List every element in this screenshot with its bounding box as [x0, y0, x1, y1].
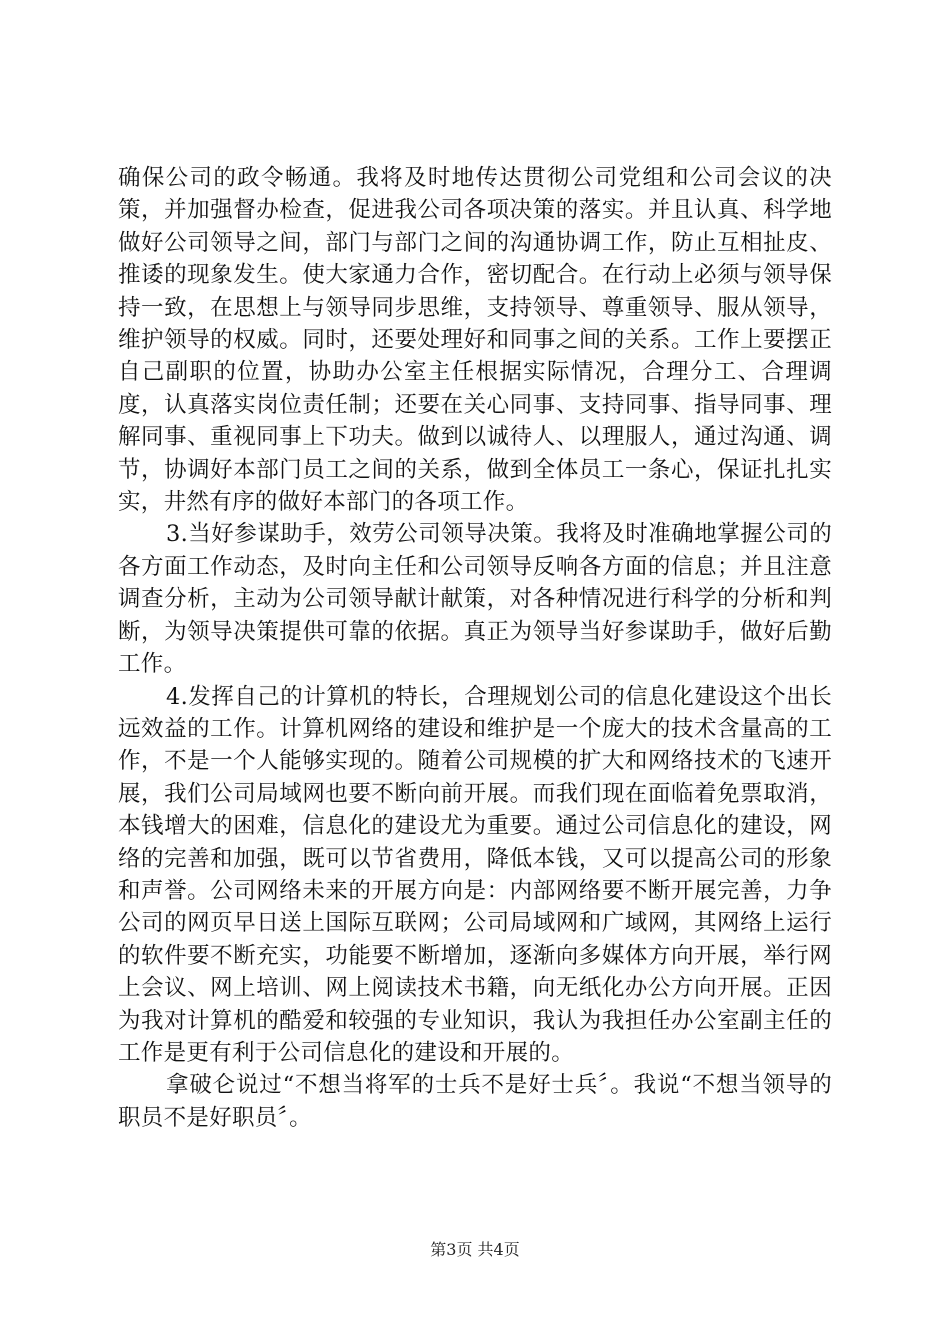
paragraph-closing-quote: 拿破仑说过“不想当将军的士兵不是好士兵〞。我说“不想当领导的职员不是好职员〞。: [118, 1072, 832, 1131]
page-footer: 第3页 共4页: [430, 1240, 520, 1259]
paragraph-item-3: 3.当好参谋助手，效劳公司领导决策。我将及时准确地掌握公司的各方面工作动态，及时向主任和公司领导反响各方面的信息；并且注意调查分析，主动为公司领导献计献策，对各种情况进行科学的分析和判断，为领导决策提供可靠的依据。真正为领导当好参谋助手，做好后勤工作。: [118, 521, 832, 678]
document-body: [118, 162, 832, 1134]
paragraph-item-4: 4.发挥自己的计算机的特长，合理规划公司的信息化建设这个出长远效益的工作。计算机网络的建设和维护是一个庞大的技术含量高的工作，不是一个人能够实现的。随着公司规模的扩大和网络技术的飞速开展，我们公司局域网也要不断向前开展。而我们现在面临着免票取消，本钱增大的困难，信息化的建设尤为重要。通过公司信息化的建设，网络的完善和加强，既可以节省费用，降低本钱，又可以提高公司的形象和声誉。公司网络未来的开展方向是：内部网络要不断开展完善，力争公司的网页早日送上国际互联网；公司局域网和广域网，其网络上运行的软件要不断充实，功能要不断增加，逐渐向多媒体方向开展，举行网上会议、网上培训、网上阅读技术书籍，向无纸化办公方向开展。正因为我对计算机的酷爱和较强的专业知识，我认为我担任办公室副主任的工作是更有利于公司信息化的建设和开展的。: [118, 683, 832, 1066]
paragraph-continuation: 确保公司的政令畅通。我将及时地传达贯彻公司党组和公司会议的决策，并加强督办检查，促进我公司各项决策的落实。并且认真、科学地做好公司领导之间，部门与部门之间的沟通协调工作，防止互相扯皮、推诿的现象发生。使大家通力合作，密切配合。在行动上必须与领导保持一致，在思想上与领导同步思维，支持领导、尊重领导、服从领导，维护领导的权威。同时，还要处理好和同事之间的关系。工作上要摆正自己副职的位置，协助办公室主任根据实际情况，合理分工、合理调度，认真落实岗位责任制；还要在关心同事、支持同事、指导同事、理解同事、重视同事上下功夫。做到以诚待人、以理服人，通过沟通、调节，协调好本部门员工之间的关系，做到全体员工一条心，保证扎扎实实，井然有序的做好本部门的各项工作。: [118, 165, 832, 516]
